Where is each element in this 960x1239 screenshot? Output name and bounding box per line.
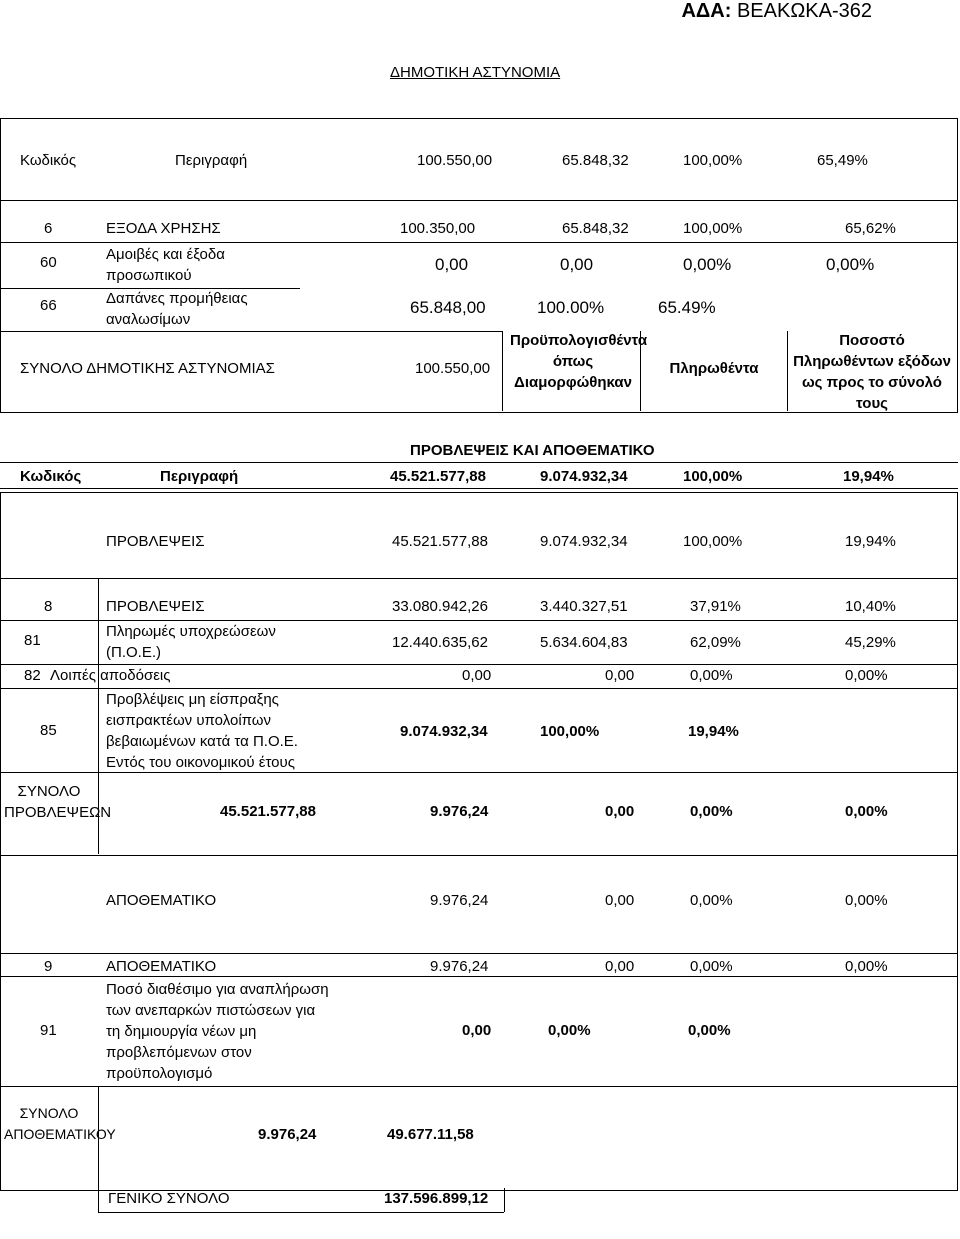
row-desc: Λοιπές αποδόσεις bbox=[50, 667, 171, 684]
header-value: 9.074.932,34 bbox=[540, 468, 628, 485]
divider bbox=[0, 462, 958, 463]
grand-total-value: 137.596.899,12 bbox=[384, 1190, 489, 1207]
row-value: 0,00 bbox=[435, 255, 469, 274]
row-value: 0,00% bbox=[690, 958, 733, 975]
total-value: 49.677.11,58 bbox=[387, 1126, 474, 1143]
group-value: 9.976,24 bbox=[430, 892, 489, 909]
total-value: 45.521.577,88 bbox=[220, 803, 316, 820]
divider bbox=[0, 664, 958, 665]
row-code: 85 bbox=[40, 722, 57, 739]
header-value: 19,94% bbox=[843, 468, 894, 485]
col-budget-header: Προϋπολογισθέντα όπως Διαμορφώθηκαν bbox=[510, 332, 648, 391]
row-code: 91 bbox=[40, 1022, 57, 1039]
row-desc: Ποσό διαθέσιμο για αναπλήρωση των ανεπαρκών πιστώσεων για τη δημιουργία νέων μη προβλεπόμενων στον προϋπολογισμό bbox=[106, 981, 329, 1082]
row-code: 9 bbox=[44, 958, 53, 975]
row-desc: Πληρωμές υποχρεώσεων (Π.Ο.Ε.) bbox=[106, 623, 276, 661]
row-value: 3.440.327,51 bbox=[540, 598, 628, 615]
ada-label: ΑΔΑ: bbox=[681, 0, 732, 22]
total-value: 0,00 bbox=[605, 803, 635, 820]
row-value: 45,29% bbox=[845, 634, 896, 651]
total-value: 9.976,24 bbox=[430, 803, 489, 820]
row-desc: ΑΠΟΘΕΜΑΤΙΚΟ bbox=[106, 958, 217, 975]
row-desc: ΕΞΟΔΑ ΧΡΗΣΗΣ bbox=[106, 220, 221, 237]
col-paid-header: Πληρωθέντα bbox=[669, 360, 759, 377]
row-code: 6 bbox=[44, 220, 53, 237]
group-label: ΠΡΟΒΛΕΨΕΙΣ bbox=[106, 533, 205, 550]
divider bbox=[0, 1086, 958, 1087]
grand-total-label: ΓΕΝΙΚΟ ΣΥΝΟΛΟ bbox=[108, 1190, 230, 1207]
total-label: ΣΥΝΟΛΟ ΠΡΟΒΛΕΨΕΩΝ bbox=[4, 783, 112, 821]
total-value: 0,00% bbox=[845, 803, 888, 820]
row-value: 5.634.604,83 bbox=[540, 634, 628, 651]
total-value: 0,00% bbox=[690, 803, 733, 820]
divider bbox=[0, 953, 958, 954]
row-value: 37,91% bbox=[690, 598, 741, 615]
row-value: 65.848,00 bbox=[410, 298, 486, 317]
header-value: 45.521.577,88 bbox=[390, 468, 486, 485]
divider bbox=[0, 976, 958, 977]
row-desc: Αμοιβές και έξοδα προσωπικού bbox=[106, 246, 225, 284]
total-value: 100.550,00 bbox=[415, 360, 491, 377]
row-value: 0,00 bbox=[462, 1022, 492, 1039]
row-code: 60 bbox=[40, 254, 57, 271]
row-code: 81 bbox=[24, 632, 41, 649]
group-value: 100,00% bbox=[683, 533, 743, 550]
row-code: 8 bbox=[44, 598, 53, 615]
row-value: 0,00 bbox=[560, 255, 594, 274]
group-value: 0,00% bbox=[690, 892, 733, 909]
row-value: 0,00% bbox=[548, 1022, 591, 1039]
col-desc-header: Περιγραφή bbox=[175, 152, 248, 169]
row-value: 12.440.635,62 bbox=[392, 634, 488, 651]
col-pct-header: Ποσοστό Πληρωθέντων εξόδων ως προς το σύνολό τους bbox=[793, 332, 951, 412]
row-code: 82 bbox=[24, 667, 41, 684]
row-value: 33.080.942,26 bbox=[392, 598, 488, 615]
col-code-header: Κωδικός bbox=[20, 468, 82, 485]
group-label: ΑΠΟΘΕΜΑΤΙΚΟ bbox=[106, 892, 217, 909]
header-value: 100,00% bbox=[683, 152, 743, 169]
group-value: 9.074.932,34 bbox=[540, 533, 628, 550]
divider bbox=[787, 331, 788, 411]
divider bbox=[0, 331, 502, 332]
group-value: 19,94% bbox=[845, 533, 896, 550]
row-value: 19,94% bbox=[688, 723, 739, 740]
row-value: 65,62% bbox=[845, 220, 896, 237]
row-value: 65.49% bbox=[658, 298, 716, 317]
row-value: 9.074.932,34 bbox=[400, 723, 488, 740]
row-value: 65.848,32 bbox=[562, 220, 629, 237]
divider bbox=[98, 1212, 504, 1213]
row-value: 0,00 bbox=[462, 667, 492, 684]
row-value: 10,40% bbox=[845, 598, 896, 615]
group-value: 45.521.577,88 bbox=[392, 533, 488, 550]
header-value: 100.550,00 bbox=[417, 152, 493, 169]
row-value: 0,00 bbox=[605, 667, 635, 684]
header-value: 65.848,32 bbox=[562, 152, 629, 169]
group-value: 0,00% bbox=[845, 892, 888, 909]
row-desc: Προβλέψεις μη είσπραξης εισπρακτέων υπολοίπων βεβαιωμένων κατά τα Π.Ο.Ε. Εντός του οικονομικού έτους bbox=[106, 691, 298, 771]
row-value: 0,00 bbox=[605, 958, 635, 975]
row-value: 0,00% bbox=[688, 1022, 731, 1039]
divider bbox=[0, 242, 958, 243]
divider bbox=[0, 578, 958, 579]
divider bbox=[0, 488, 958, 489]
row-value: 62,09% bbox=[690, 634, 741, 651]
total-label: ΣΥΝΟΛΟ ΑΠΟΘΕΜΑΤΙΚΟΥ bbox=[4, 1105, 116, 1142]
group-value: 0,00 bbox=[605, 892, 635, 909]
row-value: 0,00% bbox=[690, 667, 733, 684]
col-code-header: Κωδικός bbox=[20, 152, 77, 169]
divider bbox=[98, 1188, 99, 1212]
divider bbox=[502, 331, 503, 411]
row-code: 66 bbox=[40, 297, 57, 314]
row-value: 0,00% bbox=[826, 255, 875, 274]
row-value: 0,00% bbox=[845, 958, 888, 975]
row-value: 100.00% bbox=[537, 298, 605, 317]
section-title: ΔΗΜΟΤΙΚΗ ΑΣΤΥΝΟΜΙΑ bbox=[390, 64, 561, 81]
row-value: 100,00% bbox=[683, 220, 743, 237]
row-desc: ΠΡΟΒΛΕΨΕΙΣ bbox=[106, 598, 205, 615]
ada-header bbox=[681, 0, 872, 23]
header-value: 100,00% bbox=[683, 468, 743, 485]
divider bbox=[504, 1188, 505, 1212]
row-value: 100,00% bbox=[540, 723, 600, 740]
table2-title: ΠΡΟΒΛΕΨΕΙΣ ΚΑΙ ΑΠΟΘΕΜΑΤΙΚΟ bbox=[410, 442, 655, 459]
row-value: 9.976,24 bbox=[430, 958, 489, 975]
row-value: 0,00% bbox=[683, 255, 732, 274]
row-desc: Δαπάνες προμήθειας αναλωσίμων bbox=[106, 290, 248, 328]
total-value: 9.976,24 bbox=[258, 1126, 317, 1143]
divider bbox=[0, 200, 958, 201]
row-value: 0,00% bbox=[845, 667, 888, 684]
row-value: 100.350,00 bbox=[400, 220, 476, 237]
ada-code: ΒΕΑΚΩΚΑ-362 bbox=[736, 0, 872, 22]
total-label: ΣΥΝΟΛΟ ΔΗΜΟΤΙΚΗΣ ΑΣΤΥΝΟΜΙΑΣ bbox=[20, 360, 275, 377]
col-desc-header: Περιγραφή bbox=[160, 468, 239, 485]
header-value: 65,49% bbox=[817, 152, 868, 169]
